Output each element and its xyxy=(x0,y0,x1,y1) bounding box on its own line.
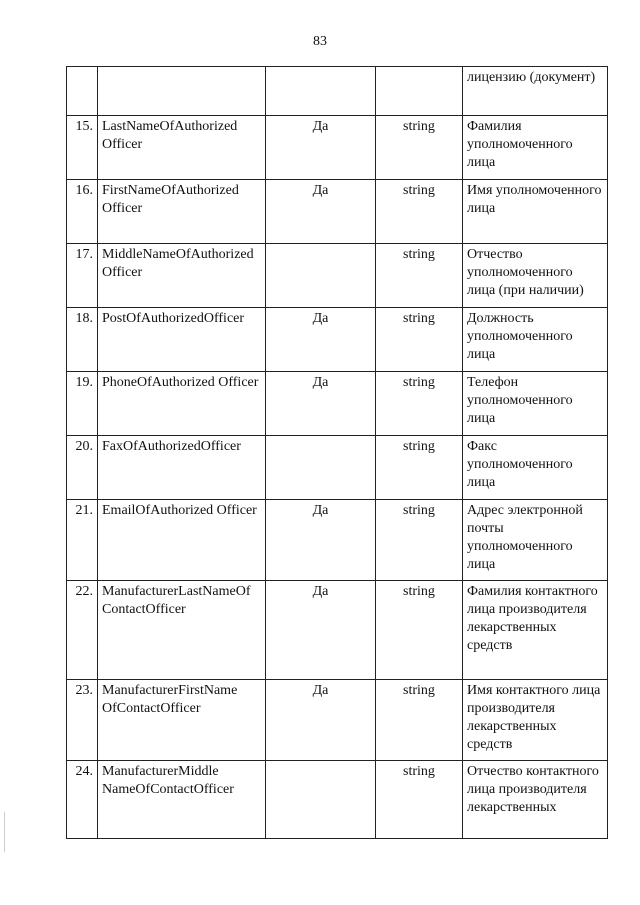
table-row xyxy=(67,372,608,436)
row-number: 20. xyxy=(67,436,98,500)
required-flag: Да xyxy=(266,581,376,680)
field-name: PostOfAuthorizedOfficer xyxy=(98,308,266,372)
required-flag xyxy=(266,761,376,839)
field-name: LastNameOfAuthorized Officer xyxy=(98,116,266,180)
required-flag: Да xyxy=(266,116,376,180)
field-description: Фамилия уполномоченного лица xyxy=(463,116,608,180)
table-row xyxy=(67,436,608,500)
field-description: Фамилия контактного лица производителя лекарственных средств xyxy=(463,581,608,680)
field-type: string xyxy=(376,308,463,372)
field-description: лицензию (документ) xyxy=(463,67,608,116)
field-type: string xyxy=(376,436,463,500)
field-type: string xyxy=(376,180,463,244)
field-name: FirstNameOfAuthorized Officer xyxy=(98,180,266,244)
field-description: Телефон уполномоченного лица xyxy=(463,372,608,436)
field-description: Адрес электронной почты уполномоченного лица xyxy=(463,500,608,581)
required-flag: Да xyxy=(266,680,376,761)
field-type xyxy=(376,67,463,116)
row-number: 22. xyxy=(67,581,98,680)
field-name xyxy=(98,67,266,116)
table-row xyxy=(67,680,608,761)
field-type: string xyxy=(376,116,463,180)
field-type: string xyxy=(376,244,463,308)
required-flag xyxy=(266,436,376,500)
required-flag xyxy=(266,67,376,116)
scan-margin-mark xyxy=(4,812,5,852)
row-number: 23. xyxy=(67,680,98,761)
table-row xyxy=(67,180,608,244)
row-number: 21. xyxy=(67,500,98,581)
field-description: Должность уполномоченного лица xyxy=(463,308,608,372)
table-row xyxy=(67,581,608,680)
row-number: 16. xyxy=(67,180,98,244)
fields-table xyxy=(66,66,608,839)
field-type: string xyxy=(376,581,463,680)
field-description: Отчество уполномоченного лица (при наличии) xyxy=(463,244,608,308)
field-name: ManufacturerLastNameOf ContactOfficer xyxy=(98,581,266,680)
field-type: string xyxy=(376,500,463,581)
table-row xyxy=(67,67,608,116)
table-row xyxy=(67,500,608,581)
field-name: EmailOfAuthorized Officer xyxy=(98,500,266,581)
field-description: Имя уполномоченного лица xyxy=(463,180,608,244)
field-name: PhoneOfAuthorized Officer xyxy=(98,372,266,436)
page-number: 83 xyxy=(313,34,327,49)
required-flag: Да xyxy=(266,308,376,372)
table-row xyxy=(67,761,608,839)
table-row xyxy=(67,244,608,308)
field-name: ManufacturerFirstName OfContactOfficer xyxy=(98,680,266,761)
field-description: Отчество контактного лица производителя лекарственных xyxy=(463,761,608,839)
field-name: ManufacturerMiddle NameOfContactOfficer xyxy=(98,761,266,839)
row-number: 15. xyxy=(67,116,98,180)
field-type: string xyxy=(376,761,463,839)
table-row xyxy=(67,308,608,372)
required-flag: Да xyxy=(266,500,376,581)
row-number: 17. xyxy=(67,244,98,308)
field-name: MiddleNameOfAuthorizedOfficer xyxy=(98,244,266,308)
row-number xyxy=(67,67,98,116)
required-flag xyxy=(266,244,376,308)
field-name: FaxOfAuthorizedOfficer xyxy=(98,436,266,500)
field-description: Имя контактного лица производителя лекарственных средств xyxy=(463,680,608,761)
row-number: 19. xyxy=(67,372,98,436)
required-flag: Да xyxy=(266,180,376,244)
required-flag: Да xyxy=(266,372,376,436)
table-row xyxy=(67,116,608,180)
row-number: 18. xyxy=(67,308,98,372)
field-type: string xyxy=(376,680,463,761)
field-description: Факс уполномоченного лица xyxy=(463,436,608,500)
field-type: string xyxy=(376,372,463,436)
row-number: 24. xyxy=(67,761,98,839)
